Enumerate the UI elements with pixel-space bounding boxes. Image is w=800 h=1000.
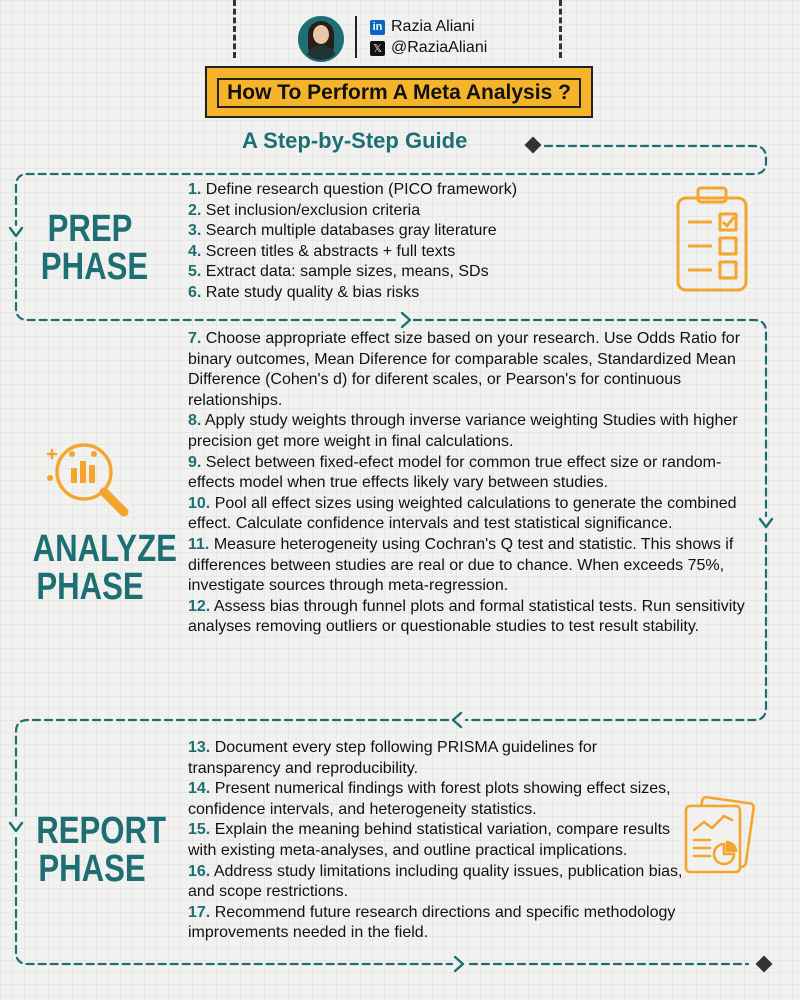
magnifier-chart-icon [44, 432, 136, 524]
analyze-label-line2: PHASE [36, 566, 144, 608]
header-divider [355, 16, 357, 58]
prep-label-line2: PHASE [40, 246, 149, 288]
title-banner [205, 66, 593, 118]
list-item: 4. Screen titles & abstracts + full texts [188, 242, 456, 260]
author-name: Razia Aliani [391, 18, 475, 35]
report-phase-label [36, 810, 167, 890]
prep-phase-label [40, 208, 149, 288]
list-item: 5. Extract data: sample sizes, means, SDs [188, 263, 489, 281]
list-item: 16. Address study limitations including quality issues, publication bias, and scope restrictions. [188, 862, 683, 901]
list-item: 3. Search multiple databases gray literature [188, 222, 497, 240]
list-item: 10. Pool all effect sizes using weighted calculations to generate the combined effect. Calculate confidence intervals and test statistical significance. [188, 494, 737, 533]
linkedin-icon: in [370, 20, 385, 35]
checklist-clipboard-icon [672, 184, 752, 294]
list-item: 15. Explain the meaning behind statistical variation, compare results with existing meta-analyses, and outline practical implications. [188, 821, 671, 859]
report-documents-icon [676, 796, 756, 876]
report-steps [188, 738, 688, 944]
page-subtitle: A Step-by-Step Guide [242, 128, 468, 153]
prep-label-line1: PREP [47, 208, 133, 250]
list-item: 1. Define research question (PICO framework) [188, 181, 518, 198]
report-label-line1: REPORT [36, 810, 167, 852]
author-handle: @RaziaAliani [391, 39, 488, 56]
list-item: 8. Apply study weights through inverse variance weighting Studies with higher precision get more weight in final calculations. [188, 412, 738, 450]
linkedin-line[interactable] [370, 18, 475, 36]
analyze-label-line1: ANALYZE [32, 528, 177, 570]
x-line[interactable] [370, 39, 487, 57]
page-title: How To Perform A Meta Analysis ? [217, 78, 581, 108]
report-label-line2: PHASE [38, 848, 146, 890]
list-item: 13. Document every step following PRISMA guidelines for transparency and reproducibility. [188, 739, 598, 777]
list-item: 2. Set inclusion/exclusion criteria [188, 201, 421, 219]
list-item: 14. Present numerical findings with forest plots showing effect sizes, confidence intervals, and heterogeneity statistics. [188, 780, 671, 818]
list-item: 17. Recommend future research directions and specific methodology improvements needed in the field. [188, 903, 676, 942]
list-item: 7. Choose appropriate effect size based on your research. Use Odds Ratio for binary outcomes, Mean Diference for comparable scales, Standardized Mean Difference (Cohen's d) for diferent scales, or Pearson's for continuous relationships. [188, 330, 741, 409]
list-item: 12. Assess bias through funnel plots and formal statistical tests. Run sensitivity analyses removing outliers or questionable studies to test result stability. [188, 597, 745, 636]
list-item: 6. Rate study quality & bias risks [188, 283, 420, 301]
list-item: 9. Select between fixed-efect model for common true effect size or random-effects model when true effects likely vary between studies. [188, 453, 722, 492]
list-item: 11. Measure heterogeneity using Cochran's Q test and statistic. This shows if differences between studies are real or due to chance. When exceeds 75%, investigate sources through meta-regression. [188, 535, 734, 595]
x-icon: 𝕏 [370, 41, 385, 56]
avatar [298, 16, 344, 62]
analyze-phase-label [32, 528, 177, 608]
analyze-steps [188, 329, 754, 638]
prep-steps [188, 180, 658, 304]
